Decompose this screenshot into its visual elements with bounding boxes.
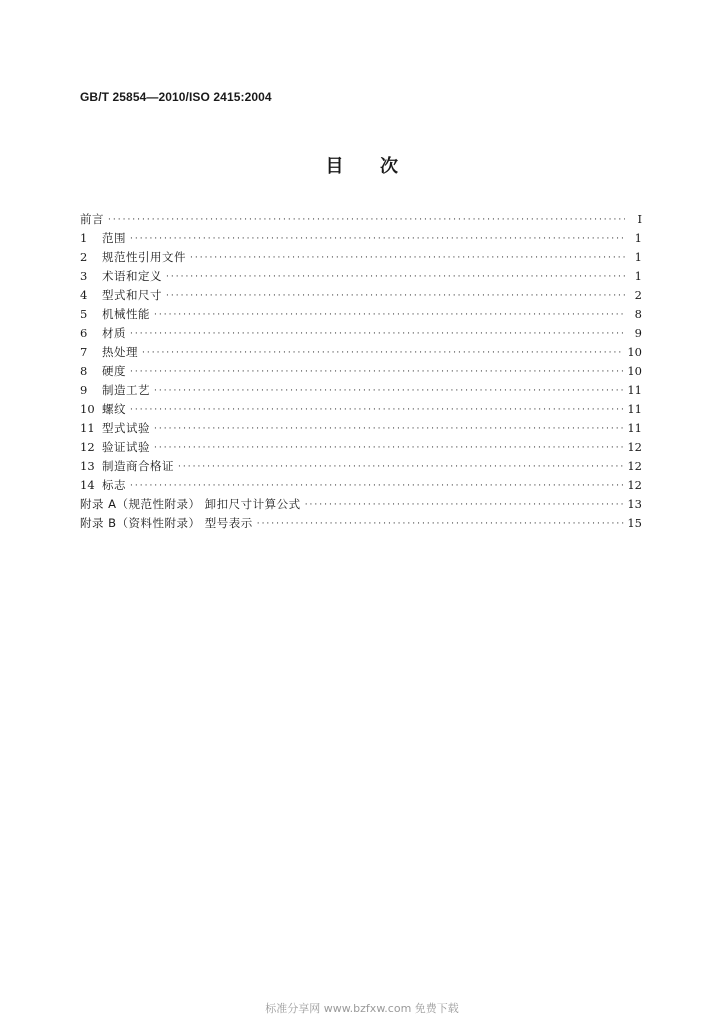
toc-entry-10[interactable] — [80, 400, 642, 419]
toc-entry-page: 1 — [634, 231, 642, 245]
toc-entry-2[interactable] — [80, 248, 642, 267]
toc-entry-number: 10 — [80, 402, 95, 416]
toc-entry-label: 制造商合格证 — [102, 459, 174, 473]
footer-watermark: 标准分享网 www.bzfxw.com 免费下载 — [265, 1002, 459, 1015]
toc-leader-dots — [130, 325, 625, 344]
toc-entry-13[interactable] — [80, 457, 642, 476]
toc-leader-dots — [166, 287, 625, 306]
toc-entry-number: 3 — [80, 269, 88, 283]
standard-number: GB/T 25854—2010/ISO 2415:2004 — [80, 90, 272, 104]
toc-entry-label: 材质 — [102, 326, 126, 340]
toc-entry-label: 附录 B（资料性附录） 型号表示 — [80, 516, 253, 530]
toc-entry-number: 2 — [80, 250, 88, 264]
toc-entry-label: 前言 — [80, 212, 104, 226]
toc-entry-page: 11 — [627, 421, 642, 435]
toc-title-char-1: 目 — [325, 156, 344, 177]
toc-entry-page: 8 — [634, 307, 642, 321]
toc-entry-label: 规范性引用文件 — [102, 250, 186, 264]
toc-entry-page: 12 — [627, 459, 642, 473]
toc-entry-6[interactable] — [80, 324, 642, 343]
toc-entry-page: 1 — [634, 250, 642, 264]
toc-entry-label: 标志 — [102, 478, 126, 492]
toc-entry-page: 10 — [627, 364, 642, 378]
toc-title — [0, 152, 724, 178]
toc-entry-label: 热处理 — [102, 345, 138, 359]
toc-entry-page: I — [637, 212, 642, 226]
toc-entry-12[interactable] — [80, 438, 642, 457]
toc-entry-label: 附录 A（规范性附录） 卸扣尺寸计算公式 — [80, 497, 301, 511]
toc-entry-label: 螺纹 — [102, 402, 126, 416]
toc-entry-page: 15 — [627, 516, 642, 530]
toc-entry-page: 10 — [627, 345, 642, 359]
toc-entry-appendix-b[interactable] — [80, 514, 642, 533]
toc-entry-page: 12 — [627, 478, 642, 492]
toc-entry-3[interactable] — [80, 267, 642, 286]
toc-leader-dots — [154, 439, 624, 458]
toc-entry-page: 1 — [634, 269, 642, 283]
toc-entry-number: 12 — [80, 440, 95, 454]
toc-entry-number: 1 — [80, 231, 88, 245]
toc-entry-number: 7 — [80, 345, 88, 359]
toc-entry-page: 11 — [627, 402, 642, 416]
toc-entry-label: 硬度 — [102, 364, 126, 378]
toc-entry-page: 9 — [634, 326, 642, 340]
toc-leader-dots — [154, 420, 624, 439]
toc-entry-label: 机械性能 — [102, 307, 150, 321]
toc-entry-label: 术语和定义 — [102, 269, 162, 283]
toc-leader-dots — [154, 382, 624, 401]
toc-entry-5[interactable] — [80, 305, 642, 324]
toc-entry-14[interactable] — [80, 476, 642, 495]
toc-title-char-2: 次 — [380, 156, 399, 177]
toc-leader-dots — [130, 363, 624, 382]
toc-leader-dots — [154, 306, 625, 325]
toc-entry-label: 验证试验 — [102, 440, 150, 454]
toc-leader-dots — [190, 249, 625, 268]
toc-entry-8[interactable] — [80, 362, 642, 381]
toc-entry-number: 4 — [80, 288, 88, 302]
toc-entry-label: 范围 — [102, 231, 126, 245]
toc-entry-7[interactable] — [80, 343, 642, 362]
toc-entry-number: 8 — [80, 364, 88, 378]
toc-leader-dots — [130, 477, 624, 496]
toc-entry-label: 型式和尺寸 — [102, 288, 162, 302]
toc-entry-11[interactable] — [80, 419, 642, 438]
toc-entry-label: 制造工艺 — [102, 383, 150, 397]
toc-leader-dots — [130, 230, 625, 249]
toc-entry-page: 2 — [634, 288, 642, 302]
table-of-contents — [80, 210, 642, 533]
toc-leader-dots — [257, 515, 625, 534]
toc-entry-foreword[interactable] — [80, 210, 642, 229]
toc-leader-dots — [305, 496, 625, 515]
toc-entry-number: 13 — [80, 459, 95, 473]
toc-entry-1[interactable] — [80, 229, 642, 248]
toc-leader-dots — [108, 211, 625, 230]
toc-entry-9[interactable] — [80, 381, 642, 400]
toc-leader-dots — [142, 344, 624, 363]
toc-entry-page: 11 — [627, 383, 642, 397]
toc-entry-page: 12 — [627, 440, 642, 454]
toc-entry-number: 6 — [80, 326, 88, 340]
toc-leader-dots — [130, 401, 624, 420]
toc-leader-dots — [166, 268, 625, 287]
toc-entry-page: 13 — [627, 497, 642, 511]
toc-leader-dots — [178, 458, 624, 477]
toc-entry-label: 型式试验 — [102, 421, 150, 435]
toc-entry-4[interactable] — [80, 286, 642, 305]
toc-entry-number: 9 — [80, 383, 88, 397]
toc-entry-number: 11 — [80, 421, 95, 435]
toc-entry-number: 5 — [80, 307, 88, 321]
toc-entry-appendix-a[interactable] — [80, 495, 642, 514]
toc-entry-number: 14 — [80, 478, 95, 492]
